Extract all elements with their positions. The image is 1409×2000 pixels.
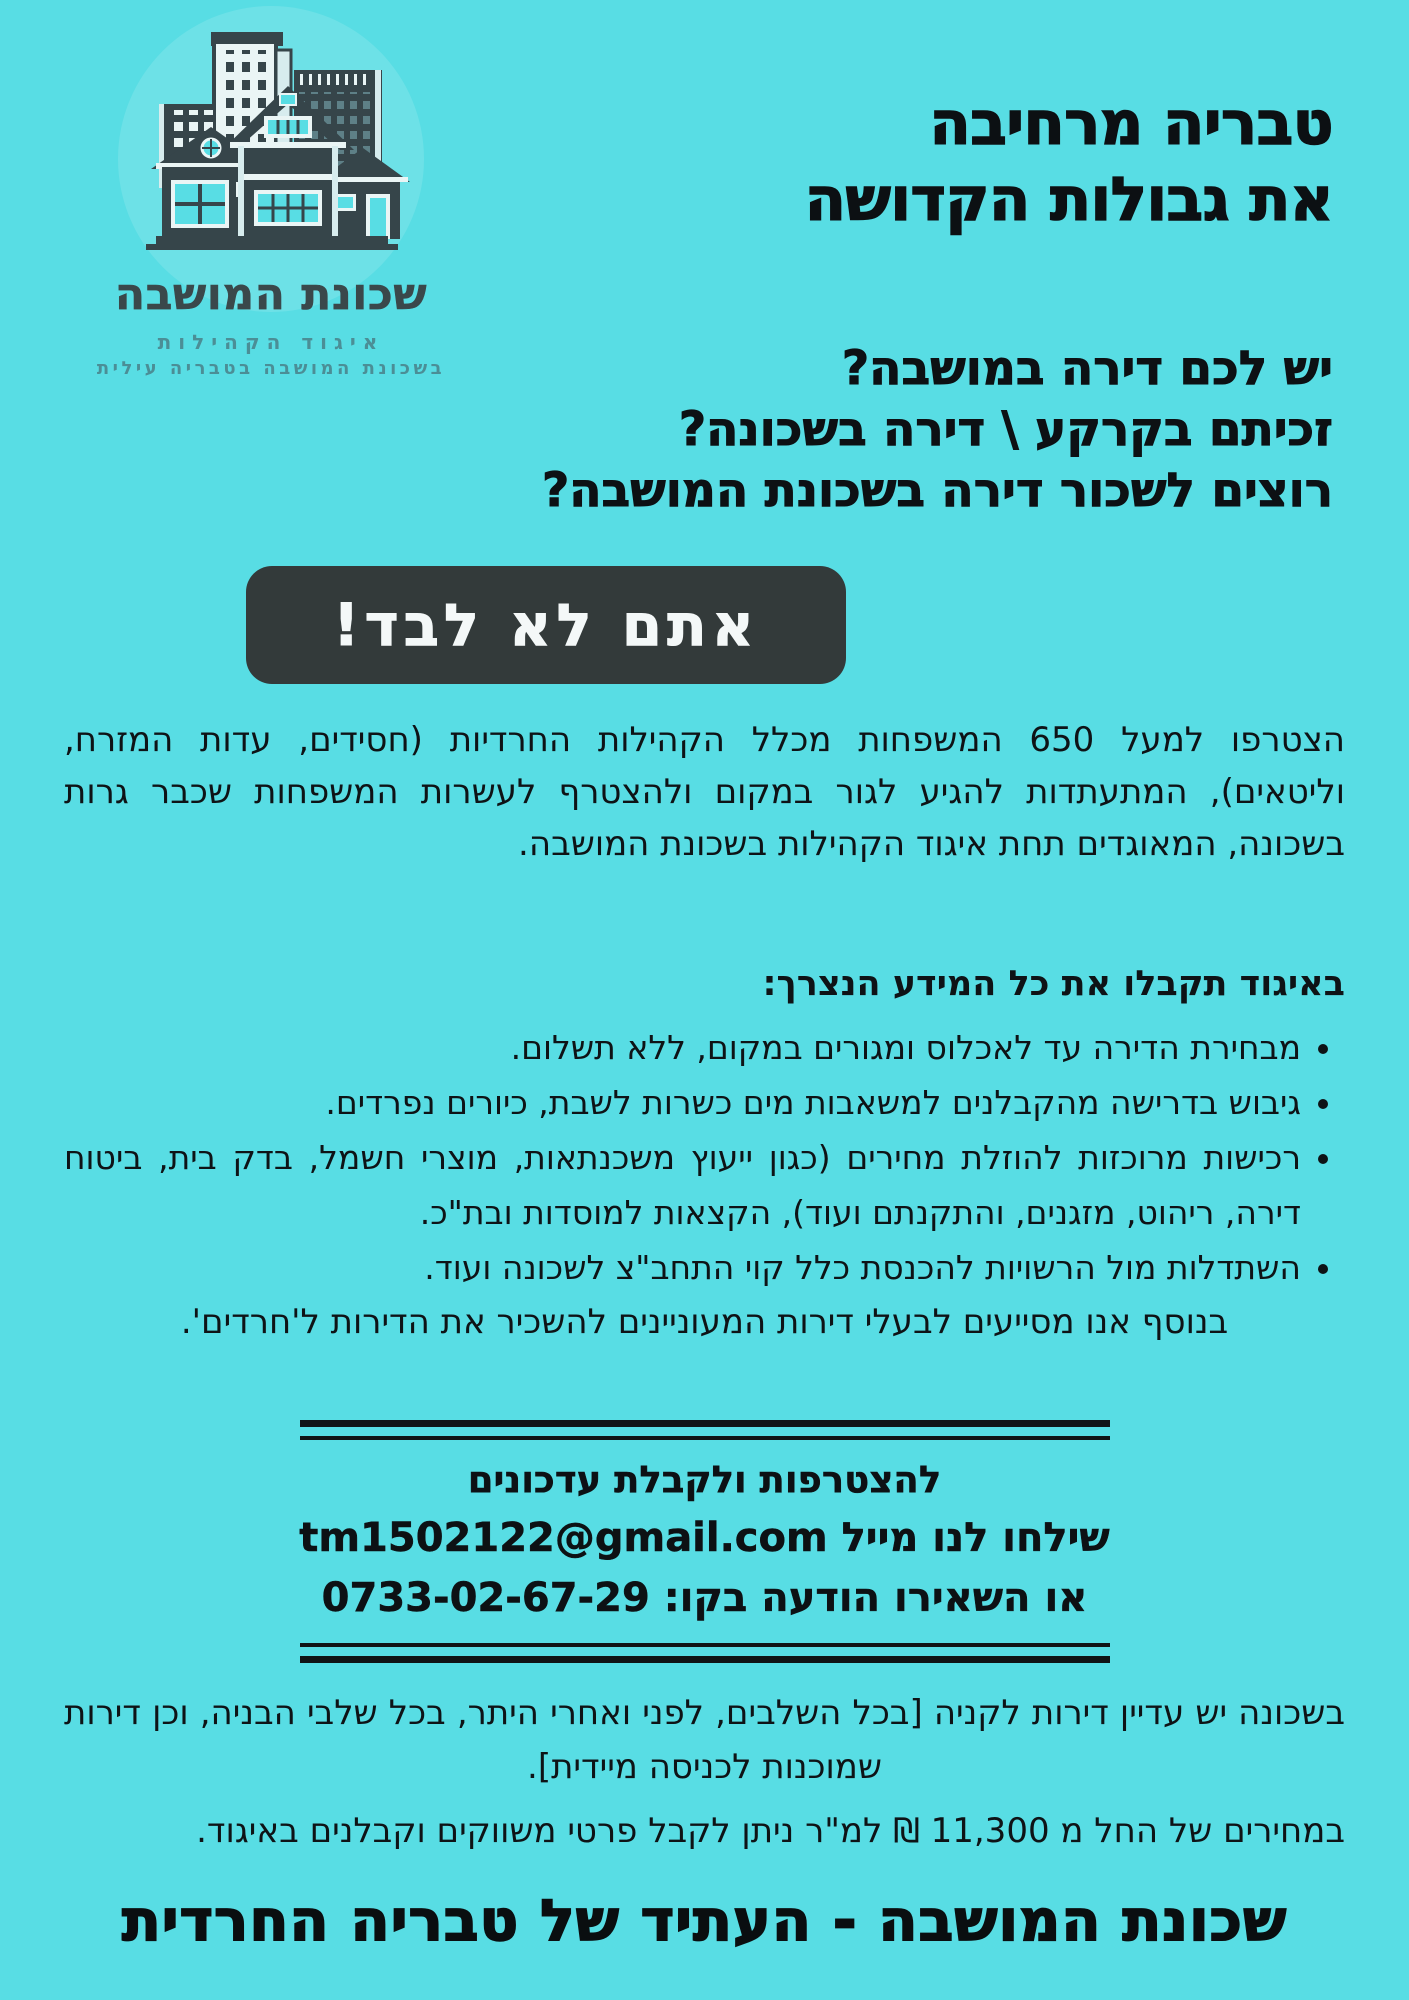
benefits-heading: באיגוד תקבלו את כל המידע הנצרך: [762, 964, 1345, 1004]
main-headline [805, 86, 1333, 238]
question-1: יש לכם דירה במושבה? [841, 341, 1333, 396]
benefits-list [64, 1020, 1345, 1295]
not-alone-badge [246, 566, 846, 684]
headline-line2: את גבולות הקדושה [804, 165, 1333, 235]
email-address: tm1502122@gmail.com [299, 1515, 828, 1561]
contact-section [0, 1420, 1409, 1663]
logo [36, 10, 506, 380]
intro-paragraph: הצטרפו למעל 650 המשפחות מכלל הקהילות החרדיות (חסידים, עדות המזרח, וליטאים), המתעתדות להגיע לגור במקום ולהצטרף לעשרות המשפחות שכבר גרות בשכונה, המאוגדים תחת איגוד הקהילות בשכונת המושבה. [64, 720, 1346, 864]
landlords-note: בנוסף אנו מסייעים לבעלי דירות המעוניינים להשכיר את הדירות ל'חרדים'. [180, 1302, 1229, 1342]
availability-paragraph: בשכונה יש עדיין דירות לקניה [בכל השלבים, לפני ואחרי היתר, בכל שלבי הבניה, וכן דירות שמוכנות לכניסה מיידית]. [64, 1693, 1345, 1787]
benefit-item: • מבחירת הדירה עד לאכלוס ומגורים במקום, ללא תשלום. [64, 1020, 1301, 1075]
benefit-item: • השתדלות מול הרשויות להכנסת כלל קוי התחב"צ לשכונה ועוד. [64, 1240, 1301, 1295]
email-line [0, 1515, 1409, 1561]
divider-top [300, 1420, 1110, 1440]
logo-subtitle-line1: איגוד הקהילות [157, 330, 385, 355]
question-2: זכיתם בקרקע \ דירה בשכונה? [678, 402, 1333, 457]
divider-bottom [300, 1643, 1110, 1663]
headline-line1: טבריה מרחיבה [929, 89, 1333, 159]
email-line-prefix: שילחו לנו מייל [841, 1515, 1110, 1561]
benefit-item: • גיבוש בדרישה מהקבלנים למשאבות מים כשרות לשבת, כיורים נפרדים. [64, 1075, 1301, 1130]
price-line: במחירים של החל מ 11,300 ₪ למ"ר ניתן לקבל פרטי משווקים וקבלנים באיגוד. [196, 1811, 1345, 1851]
phone-line-prefix: או השאירו הודעה בקו: [663, 1575, 1088, 1621]
logo-title: שכונת המושבה [114, 269, 428, 320]
benefit-item: • רכישות מרוכזות להוזלת מחירים (כגון ייעוץ משכנתאות, מוצרי חשמל, בדק בית, ביטוח דירה, ריהוט, מזגנים, והתקנתם ועוד), הקצאות למוסדות ובת"כ. [64, 1130, 1301, 1240]
footer-slogan: שכונת המושבה - העתיד של טבריה החרדית [121, 1888, 1288, 1954]
city-buildings-logo-icon [126, 22, 416, 257]
phone-line [0, 1575, 1409, 1621]
logo-subtitle-line2: בשכונת המושבה בטבריה עילית [96, 358, 446, 380]
contact-heading: להצטרפות ולקבלת עדכונים [467, 1458, 942, 1501]
questions-block [542, 338, 1333, 521]
question-3: רוצים לשכור דירה בשכונת המושבה? [541, 463, 1333, 518]
not-alone-badge-text: אתם לא לבד! [333, 591, 759, 659]
phone-number: 0733-02-67-29 [321, 1575, 650, 1621]
